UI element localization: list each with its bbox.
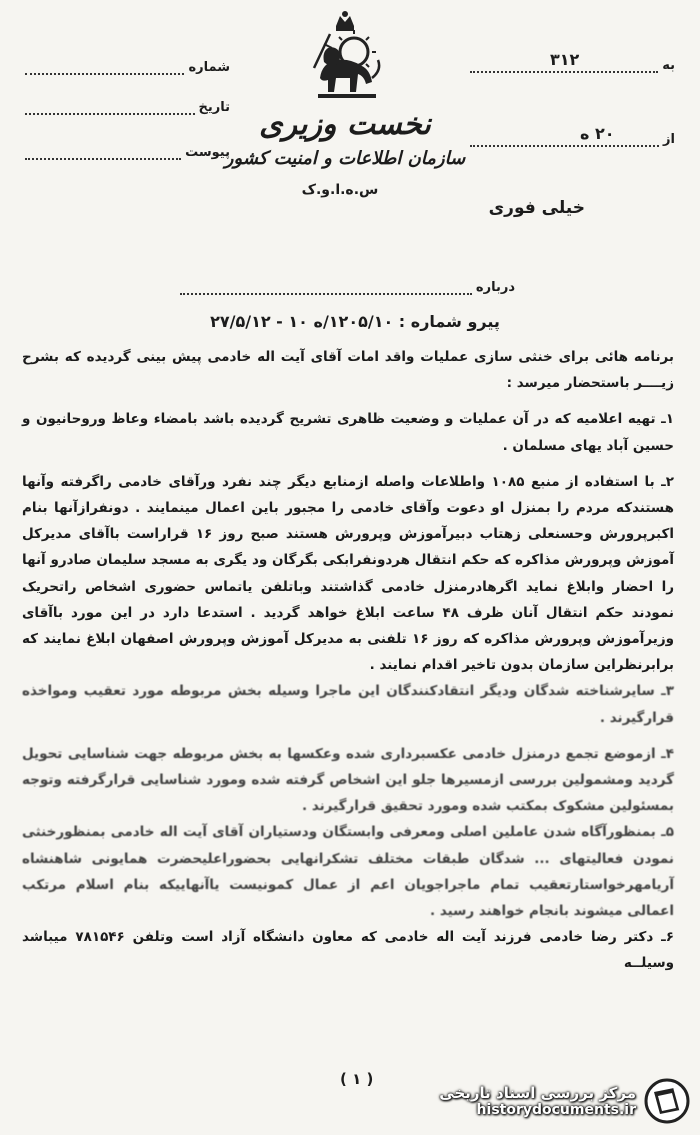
watermark-text [439,1084,636,1119]
subject-field [180,280,515,295]
from-line [470,133,659,147]
body-item-5: ۵ـ بمنظورآگاه شدن عاملین اصلی ومعرفی وابستگان ودستیاران آقای آیت اله خادمی بمنظورخنثی نمودن فعالیتهای ... شدگان طبقات مختلف تشکرانهایی بحضوراعلیحضرت همایونی شاهنشاه آریامهرخواستارتعقیب تمام ماجراجویان اعم از عمال کمونیست یاآنهاییکه بنام اسلام مرتکب اعمالی میشوند بانجام خواهند رسید . [22,824,674,920]
body-item-1: ۱ـ تهیه اعلامیه که در آن عملیات و وضعیت ظاهری تشریح گردیده باشد بامضاء وعاظ وروحانیون و حسین آباد یهای مسلمان . [22,411,674,454]
organization-name: سازمان اطلاعات و امنیت کشور [224,148,466,169]
date-label: تاریخ [198,100,230,115]
number-line [25,61,184,75]
from-label: از [663,132,675,147]
to-value: ۳۱۲ [550,50,580,69]
attachment-label: پیوست [185,145,230,160]
emblem-icon [300,8,390,108]
watermark-title: مرکز بررسی اسناد تاریخی [439,1083,636,1102]
body-item-3: ۳ـ سایرشناخته شدگان ودیگر انتقادکنندگان این ماجرا وسیله بخش مربوطه مورد تعقیب ومواخذه قرارگیرند . [22,683,674,726]
to-field [470,50,675,73]
lion-and-sun-emblem [300,8,390,108]
body-item-2: ۲ـ با استفاده از منبع ۱۰۸۵ واطلاعات واصله ازمنابع دیگر چند نفرد ورآقای خادمی راگرفته وآنها هستندکه مردم را بمنزل او دعوت وآقای خادمی را مجبور باین اعمال مینمایند . دونفرازآنها بنام اکبرپرورش وحسنعلی زهتاب دبیرآموزش وپرورش هستند صبح روز ۱۶ قراراست باآقای مدیرکل آموزش وپرورش مذاکره که حکم انتقال هردونفرابکی بگرگان ود یگری به مسجد سلیمان صادرو آنها را احضار وابلاغ نماید اگرهادرمنزل خادمی گذاشتند وباتلفن یاتماس حضوری اشخاص راتحریک نمودند حکم انتقال آنان ظرف ۴۸ ساعت ابلاغ خواهد گردید . استدعا دارد در این مورد باآقای وزیرآموزش وپرورش مذاکره که روز ۱۶ تلفنی به مدیرکل آموزش وپرورش اصفهان ابلاغ نمایند که برابرنظراین سازمان بدون تاخیر اقدام نمایند . [22,473,674,674]
urgency-stamp: خیلی فوری [488,198,585,218]
date-field [25,100,230,115]
subject-line [180,281,472,295]
attachment-field [25,145,230,160]
page-number: ( ۱ ) [340,1070,374,1088]
body-intro: برنامه هائی برای خنثی سازی عملیات واقد امات آقای آیت اله خادمی پیش بینی گردیده که بشرح زیــــر باستحضار میرسد : [22,349,674,392]
office-code: س.ه.ا.و.ک [301,182,379,198]
number-label: شماره [188,60,230,75]
body-item-6: ۶ـ دکتر رضا خادمی فرزند آیت اله خادمی که معاون دانشگاه آزاد است وتلفن ۷۸۱۵۴۶ میباشد وسیلــه [22,929,674,972]
watermark-logo-icon [644,1078,690,1124]
letter-body [22,344,674,977]
number-field [25,60,230,75]
watermark [410,1075,690,1127]
to-label: به [662,58,675,73]
attachment-line [25,146,181,160]
subject-label: درباره [475,280,515,295]
from-field [470,124,675,147]
from-value: ۲۰ ه [580,124,615,143]
body-item-4: ۴ـ ازموضع تجمع درمنزل خادمی عکسبرداری شده وعکسها به بخش مربوطه جهت شناسایی تحویل گردید ومشمولین بررسی ازمسیرها جلو این اشخاص گرفته شده ومورد شناسایی قرارگرفته وتوجه بمسئولین مشکوک بمکتب شده ومورد تحقیق قرارگیرند . [22,745,674,815]
watermark-url: historydocuments.ir [476,1101,636,1118]
office-title: نخست وزیری [259,107,431,142]
reference-number: پیرو شماره : ۱۲۰۵/۱۰/ه ۱۰ - ۲۷/۵/۱۲ [210,312,500,331]
date-line [25,101,195,115]
